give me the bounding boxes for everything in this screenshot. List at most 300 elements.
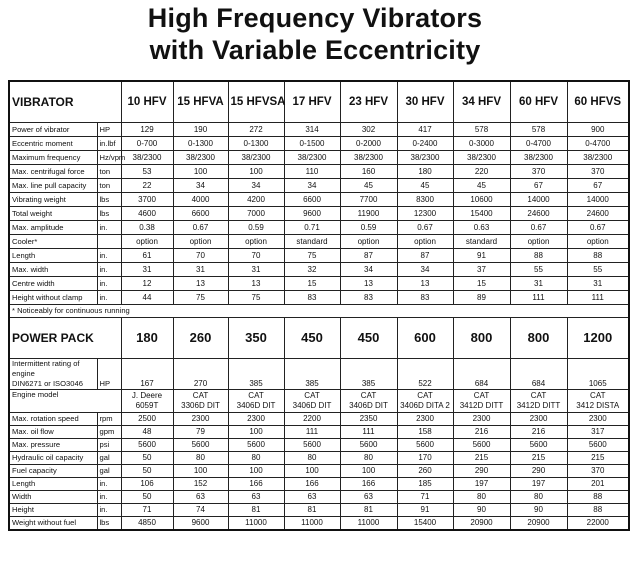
spec-value: 170 [397, 452, 453, 465]
spec-value: 5600 [567, 439, 629, 452]
spec-value: 111 [567, 291, 629, 305]
spec-value: 215 [567, 452, 629, 465]
spec-label: Eccentric moment [9, 137, 97, 151]
spec-value: 417 [397, 123, 453, 137]
spec-value: 88 [567, 249, 629, 263]
spec-value: 44 [121, 291, 173, 305]
spec-value: 63 [228, 491, 284, 504]
engine-model-label: Engine model [9, 390, 121, 413]
spec-value: 0.67 [567, 221, 629, 235]
power-pack-spec-row [9, 504, 629, 517]
spec-value: 2200 [284, 413, 340, 426]
spec-label: Max. pressure [9, 439, 97, 452]
spec-value: 13 [397, 277, 453, 291]
spec-value: 4850 [121, 517, 173, 531]
vibrator-spec-row [9, 179, 629, 193]
spec-value: 75 [284, 249, 340, 263]
engine-maker: CAT [590, 391, 606, 400]
spec-value: 578 [453, 123, 510, 137]
spec-value: 111 [510, 291, 567, 305]
spec-label: Width [9, 491, 97, 504]
spec-value: 9600 [284, 207, 340, 221]
spec-value: 50 [121, 452, 173, 465]
engine-maker: J. Deere [131, 391, 163, 400]
engine-rating-value: 385 [340, 359, 397, 390]
engine-rating-value: 270 [173, 359, 228, 390]
engine-maker: CAT [360, 391, 377, 400]
spec-value: 12300 [397, 207, 453, 221]
spec-value: 129 [121, 123, 173, 137]
spec-value: 70 [173, 249, 228, 263]
spec-unit: ton [97, 179, 121, 193]
spec-unit: in. [97, 291, 121, 305]
engine-model-value [173, 390, 228, 413]
power-pack-value: 180 [121, 318, 173, 359]
spec-value: 15 [284, 277, 340, 291]
vibrator-spec-row [9, 165, 629, 179]
spec-value: 12 [121, 277, 173, 291]
spec-value: 61 [121, 249, 173, 263]
power-pack-header-label: POWER PACK [9, 318, 121, 359]
spec-value: 14000 [567, 193, 629, 207]
spec-value: 166 [284, 478, 340, 491]
spec-value: 34 [397, 263, 453, 277]
spec-value: 91 [453, 249, 510, 263]
spec-value: 2350 [340, 413, 397, 426]
spec-value: 317 [567, 426, 629, 439]
spec-value: 152 [173, 478, 228, 491]
engine-rating-value: 684 [453, 359, 510, 390]
spec-unit: in. [97, 263, 121, 277]
spec-value: 38/2300 [173, 151, 228, 165]
spec-value: option [340, 235, 397, 249]
engine-model-code: 3412D DITT [459, 401, 504, 410]
engine-model-code: 3306D DIT [181, 401, 220, 410]
spec-value: 34 [228, 179, 284, 193]
spec-value: 2300 [228, 413, 284, 426]
engine-maker: CAT [473, 391, 490, 400]
vibrator-spec-row [9, 277, 629, 291]
vibrator-header-row [9, 81, 629, 123]
model-name: 10 HFV [121, 81, 173, 123]
spec-value: 160 [340, 165, 397, 179]
spec-value: 100 [228, 465, 284, 478]
spec-value: option [173, 235, 228, 249]
spec-value: standard [453, 235, 510, 249]
spec-value: 11900 [340, 207, 397, 221]
spec-value: option [228, 235, 284, 249]
spec-value: 50 [121, 465, 173, 478]
spec-value: 7000 [228, 207, 284, 221]
vibrator-spec-row [9, 151, 629, 165]
engine-rating-row [9, 359, 629, 390]
spec-value: 71 [397, 491, 453, 504]
spec-value: 81 [340, 504, 397, 517]
spec-label: Length [9, 249, 97, 263]
spec-value: 0.59 [340, 221, 397, 235]
spec-value: 38/2300 [228, 151, 284, 165]
spec-value: 38/2300 [510, 151, 567, 165]
model-name: 17 HFV [284, 81, 340, 123]
spec-value: 111 [284, 426, 340, 439]
page-title [0, 2, 630, 66]
engine-rating-value: 522 [397, 359, 453, 390]
engine-model-value [121, 390, 173, 413]
spec-value: 31 [121, 263, 173, 277]
spec-value: 15400 [453, 207, 510, 221]
spec-unit: gal [97, 465, 121, 478]
spec-value: 24600 [567, 207, 629, 221]
spec-value: 185 [397, 478, 453, 491]
spec-value: 37 [453, 263, 510, 277]
spec-value: 38/2300 [121, 151, 173, 165]
spec-value: 216 [453, 426, 510, 439]
spec-value: 260 [397, 465, 453, 478]
power-pack-value: 450 [340, 318, 397, 359]
spec-value: 10600 [453, 193, 510, 207]
spec-value: 0.63 [453, 221, 510, 235]
spec-value: 87 [340, 249, 397, 263]
power-pack-spec-row [9, 439, 629, 452]
spec-value: 80 [453, 491, 510, 504]
model-name: 60 HFVS [567, 81, 629, 123]
spec-value: 55 [510, 263, 567, 277]
vibrator-spec-row [9, 137, 629, 151]
spec-value: 83 [397, 291, 453, 305]
spec-label: Max. centrifugal force [9, 165, 97, 179]
spec-unit: gal [97, 452, 121, 465]
spec-label: Weight without fuel [9, 517, 97, 531]
spec-value: 81 [284, 504, 340, 517]
spec-value: 34 [173, 179, 228, 193]
spec-value: 45 [340, 179, 397, 193]
spec-value: 83 [284, 291, 340, 305]
spec-value: 5600 [173, 439, 228, 452]
title-line-1: High Frequency Vibrators [147, 3, 483, 33]
spec-value: 80 [510, 491, 567, 504]
engine-model-value [510, 390, 567, 413]
spec-value: 81 [228, 504, 284, 517]
spec-value: 2500 [121, 413, 173, 426]
spec-value: 215 [510, 452, 567, 465]
spec-value: 11000 [284, 517, 340, 531]
engine-model-code: 6059T [135, 401, 159, 410]
vibrator-spec-row [9, 221, 629, 235]
engine-model-value [567, 390, 629, 413]
spec-value: 13 [340, 277, 397, 291]
spec-value: 22 [121, 179, 173, 193]
spec-value: 100 [228, 165, 284, 179]
spec-value: 14000 [510, 193, 567, 207]
engine-rating-value: 1065 [567, 359, 629, 390]
spec-value: 70 [228, 249, 284, 263]
spec-value: 6600 [284, 193, 340, 207]
spec-value: 80 [228, 452, 284, 465]
spec-value: 32 [284, 263, 340, 277]
spec-unit: Hz/vpm [97, 151, 121, 165]
vibrator-spec-row [9, 249, 629, 263]
spec-value: 7700 [340, 193, 397, 207]
power-pack-value: 450 [284, 318, 340, 359]
spec-unit: in. [97, 504, 121, 517]
spec-value: 38/2300 [567, 151, 629, 165]
spec-value: 34 [284, 179, 340, 193]
engine-rating-label-line-1: Intermittent rating of engine [12, 359, 80, 378]
engine-model-value [397, 390, 453, 413]
spec-value: 100 [340, 465, 397, 478]
spec-value: 38/2300 [284, 151, 340, 165]
spec-label: Height [9, 504, 97, 517]
spec-value: 166 [340, 478, 397, 491]
spec-value: 0-700 [121, 137, 173, 151]
power-pack-value: 260 [173, 318, 228, 359]
spec-value: 166 [228, 478, 284, 491]
spec-value: 15 [453, 277, 510, 291]
spec-value: 91 [397, 504, 453, 517]
model-name: 15 HFVSA [228, 81, 284, 123]
spec-unit [97, 235, 121, 249]
spec-value: 370 [510, 165, 567, 179]
spec-value: 0-1500 [284, 137, 340, 151]
spec-value: 5600 [453, 439, 510, 452]
spec-unit: HP [97, 123, 121, 137]
spec-value: option [397, 235, 453, 249]
vibrator-header-label: VIBRATOR [9, 81, 121, 123]
spec-label: Maximum frequency [9, 151, 97, 165]
spec-value: 0.67 [510, 221, 567, 235]
spec-value: 67 [567, 179, 629, 193]
spec-value: 272 [228, 123, 284, 137]
spec-value: 90 [453, 504, 510, 517]
spec-value: 3700 [121, 193, 173, 207]
vibrator-spec-row [9, 193, 629, 207]
spec-value: 111 [340, 426, 397, 439]
power-pack-spec-row [9, 491, 629, 504]
spec-unit: gpm [97, 426, 121, 439]
power-pack-header-row [9, 318, 629, 359]
spec-value: 38/2300 [453, 151, 510, 165]
spec-label: Length [9, 478, 97, 491]
spec-value: 63 [284, 491, 340, 504]
engine-model-code: 3406D DIT [349, 401, 388, 410]
spec-value: 83 [340, 291, 397, 305]
spec-value: 20900 [453, 517, 510, 531]
spec-value: standard [284, 235, 340, 249]
power-pack-value: 800 [510, 318, 567, 359]
spec-value: 55 [567, 263, 629, 277]
power-pack-spec-row [9, 478, 629, 491]
power-pack-value: 1200 [567, 318, 629, 359]
spec-value: 31 [567, 277, 629, 291]
model-name: 23 HFV [340, 81, 397, 123]
vibrator-spec-row [9, 291, 629, 305]
spec-value: 4000 [173, 193, 228, 207]
spec-value: 5600 [121, 439, 173, 452]
spec-unit: psi [97, 439, 121, 452]
spec-value: 38/2300 [397, 151, 453, 165]
spec-value: 0.38 [121, 221, 173, 235]
spec-value: 197 [510, 478, 567, 491]
engine-model-value [453, 390, 510, 413]
spec-value: 88 [567, 504, 629, 517]
spec-value: 197 [453, 478, 510, 491]
engine-rating-value: 684 [510, 359, 567, 390]
engine-model-value [340, 390, 397, 413]
power-pack-spec-row [9, 426, 629, 439]
engine-maker: CAT [248, 391, 264, 400]
footnote-row [9, 305, 629, 318]
engine-model-code: 3406D DIT [236, 401, 276, 410]
spec-label: Fuel capacity [9, 465, 97, 478]
spec-value: 75 [228, 291, 284, 305]
engine-maker: CAT [417, 391, 433, 400]
spec-value: 8300 [397, 193, 453, 207]
power-pack-value: 800 [453, 318, 510, 359]
spec-label: Height without clamp [9, 291, 97, 305]
spec-value: 158 [397, 426, 453, 439]
vibrator-spec-row [9, 235, 629, 249]
spec-value: 0.59 [228, 221, 284, 235]
engine-model-value [228, 390, 284, 413]
spec-value: 9600 [173, 517, 228, 531]
engine-rating-unit: HP [97, 359, 121, 390]
spec-value: 290 [510, 465, 567, 478]
spec-value: 50 [121, 491, 173, 504]
spec-unit: in. [97, 491, 121, 504]
spec-value: 900 [567, 123, 629, 137]
spec-value: 110 [284, 165, 340, 179]
spec-value: 80 [173, 452, 228, 465]
spec-unit: in.lbf [97, 137, 121, 151]
spec-value: 216 [510, 426, 567, 439]
spec-value: 0.67 [397, 221, 453, 235]
spec-value: 370 [567, 465, 629, 478]
spec-unit: lbs [97, 517, 121, 531]
spec-value: 79 [173, 426, 228, 439]
model-name: 30 HFV [397, 81, 453, 123]
model-name: 34 HFV [453, 81, 510, 123]
spec-value: 5600 [228, 439, 284, 452]
spec-value: 0-4700 [567, 137, 629, 151]
engine-rating-label-line-2: DIN6271 or ISO3046 [12, 379, 83, 388]
spec-value: 88 [510, 249, 567, 263]
spec-value: 88 [567, 491, 629, 504]
spec-label: Vibrating weight [9, 193, 97, 207]
model-name: 15 HFVA [173, 81, 228, 123]
spec-value: 0-3000 [453, 137, 510, 151]
spec-value: 190 [173, 123, 228, 137]
spec-value: 22000 [567, 517, 629, 531]
engine-model-row [9, 390, 629, 413]
spec-value: 31 [510, 277, 567, 291]
spec-value: 75 [173, 291, 228, 305]
spec-value: 71 [121, 504, 173, 517]
spec-value: 0-1300 [173, 137, 228, 151]
spec-unit: in. [97, 478, 121, 491]
spec-value: 0.71 [284, 221, 340, 235]
power-pack-spec-row [9, 452, 629, 465]
spec-label: Power of vibrator [9, 123, 97, 137]
spec-label: Total weight [9, 207, 97, 221]
engine-model-value [284, 390, 340, 413]
engine-rating-value: 167 [121, 359, 173, 390]
spec-unit: in. [97, 277, 121, 291]
spec-value: 302 [340, 123, 397, 137]
spec-value: 2300 [510, 413, 567, 426]
spec-value: 2300 [453, 413, 510, 426]
spec-value: 0-4700 [510, 137, 567, 151]
engine-maker: CAT [530, 391, 547, 400]
spec-unit: rpm [97, 413, 121, 426]
spec-value: 63 [340, 491, 397, 504]
spec-unit: in. [97, 221, 121, 235]
vibrator-spec-row [9, 207, 629, 221]
spec-value: 290 [453, 465, 510, 478]
power-pack-spec-row [9, 465, 629, 478]
spec-value: 45 [397, 179, 453, 193]
title-line-2: with Variable Eccentricity [149, 35, 481, 65]
spec-value: 87 [397, 249, 453, 263]
spec-value: 6600 [173, 207, 228, 221]
spec-value: 100 [173, 465, 228, 478]
engine-rating-value: 385 [228, 359, 284, 390]
spec-value: 0-2400 [397, 137, 453, 151]
model-name: 60 HFV [510, 81, 567, 123]
spec-value: 80 [340, 452, 397, 465]
spec-value: 5600 [397, 439, 453, 452]
spec-value: 80 [284, 452, 340, 465]
spec-value: 100 [228, 426, 284, 439]
engine-model-code: 3406D DIT [292, 401, 332, 410]
engine-model-code: 3412 DISTA [576, 401, 620, 410]
power-pack-spec-row [9, 517, 629, 531]
spec-value: 0-1300 [228, 137, 284, 151]
spec-table [8, 80, 630, 531]
vibrator-spec-row [9, 263, 629, 277]
spec-value: 45 [453, 179, 510, 193]
spec-value: 11000 [228, 517, 284, 531]
spec-value: 578 [510, 123, 567, 137]
spec-value: 74 [173, 504, 228, 517]
spec-value: 48 [121, 426, 173, 439]
engine-maker: CAT [192, 391, 209, 400]
spec-value: option [510, 235, 567, 249]
spec-value: 106 [121, 478, 173, 491]
spec-label: Max. width [9, 263, 97, 277]
spec-value: 314 [284, 123, 340, 137]
spec-value: 15400 [397, 517, 453, 531]
spec-value: 31 [173, 263, 228, 277]
spec-label: Max. amplitude [9, 221, 97, 235]
footnote-text: * Noticeably for continuous running [9, 305, 629, 318]
spec-value: option [121, 235, 173, 249]
vibrator-spec-row [9, 123, 629, 137]
spec-value: 34 [340, 263, 397, 277]
spec-value: 0.67 [173, 221, 228, 235]
spec-value: 100 [284, 465, 340, 478]
spec-value: 31 [228, 263, 284, 277]
spec-value: 215 [453, 452, 510, 465]
engine-rating-label [9, 359, 97, 390]
spec-label: Centre width [9, 277, 97, 291]
spec-label: Max. rotation speed [9, 413, 97, 426]
spec-label: Cooler* [9, 235, 97, 249]
spec-value: 13 [228, 277, 284, 291]
spec-label: Max. oil flow [9, 426, 97, 439]
spec-unit: ton [97, 165, 121, 179]
spec-value: 38/2300 [340, 151, 397, 165]
spec-value: option [567, 235, 629, 249]
